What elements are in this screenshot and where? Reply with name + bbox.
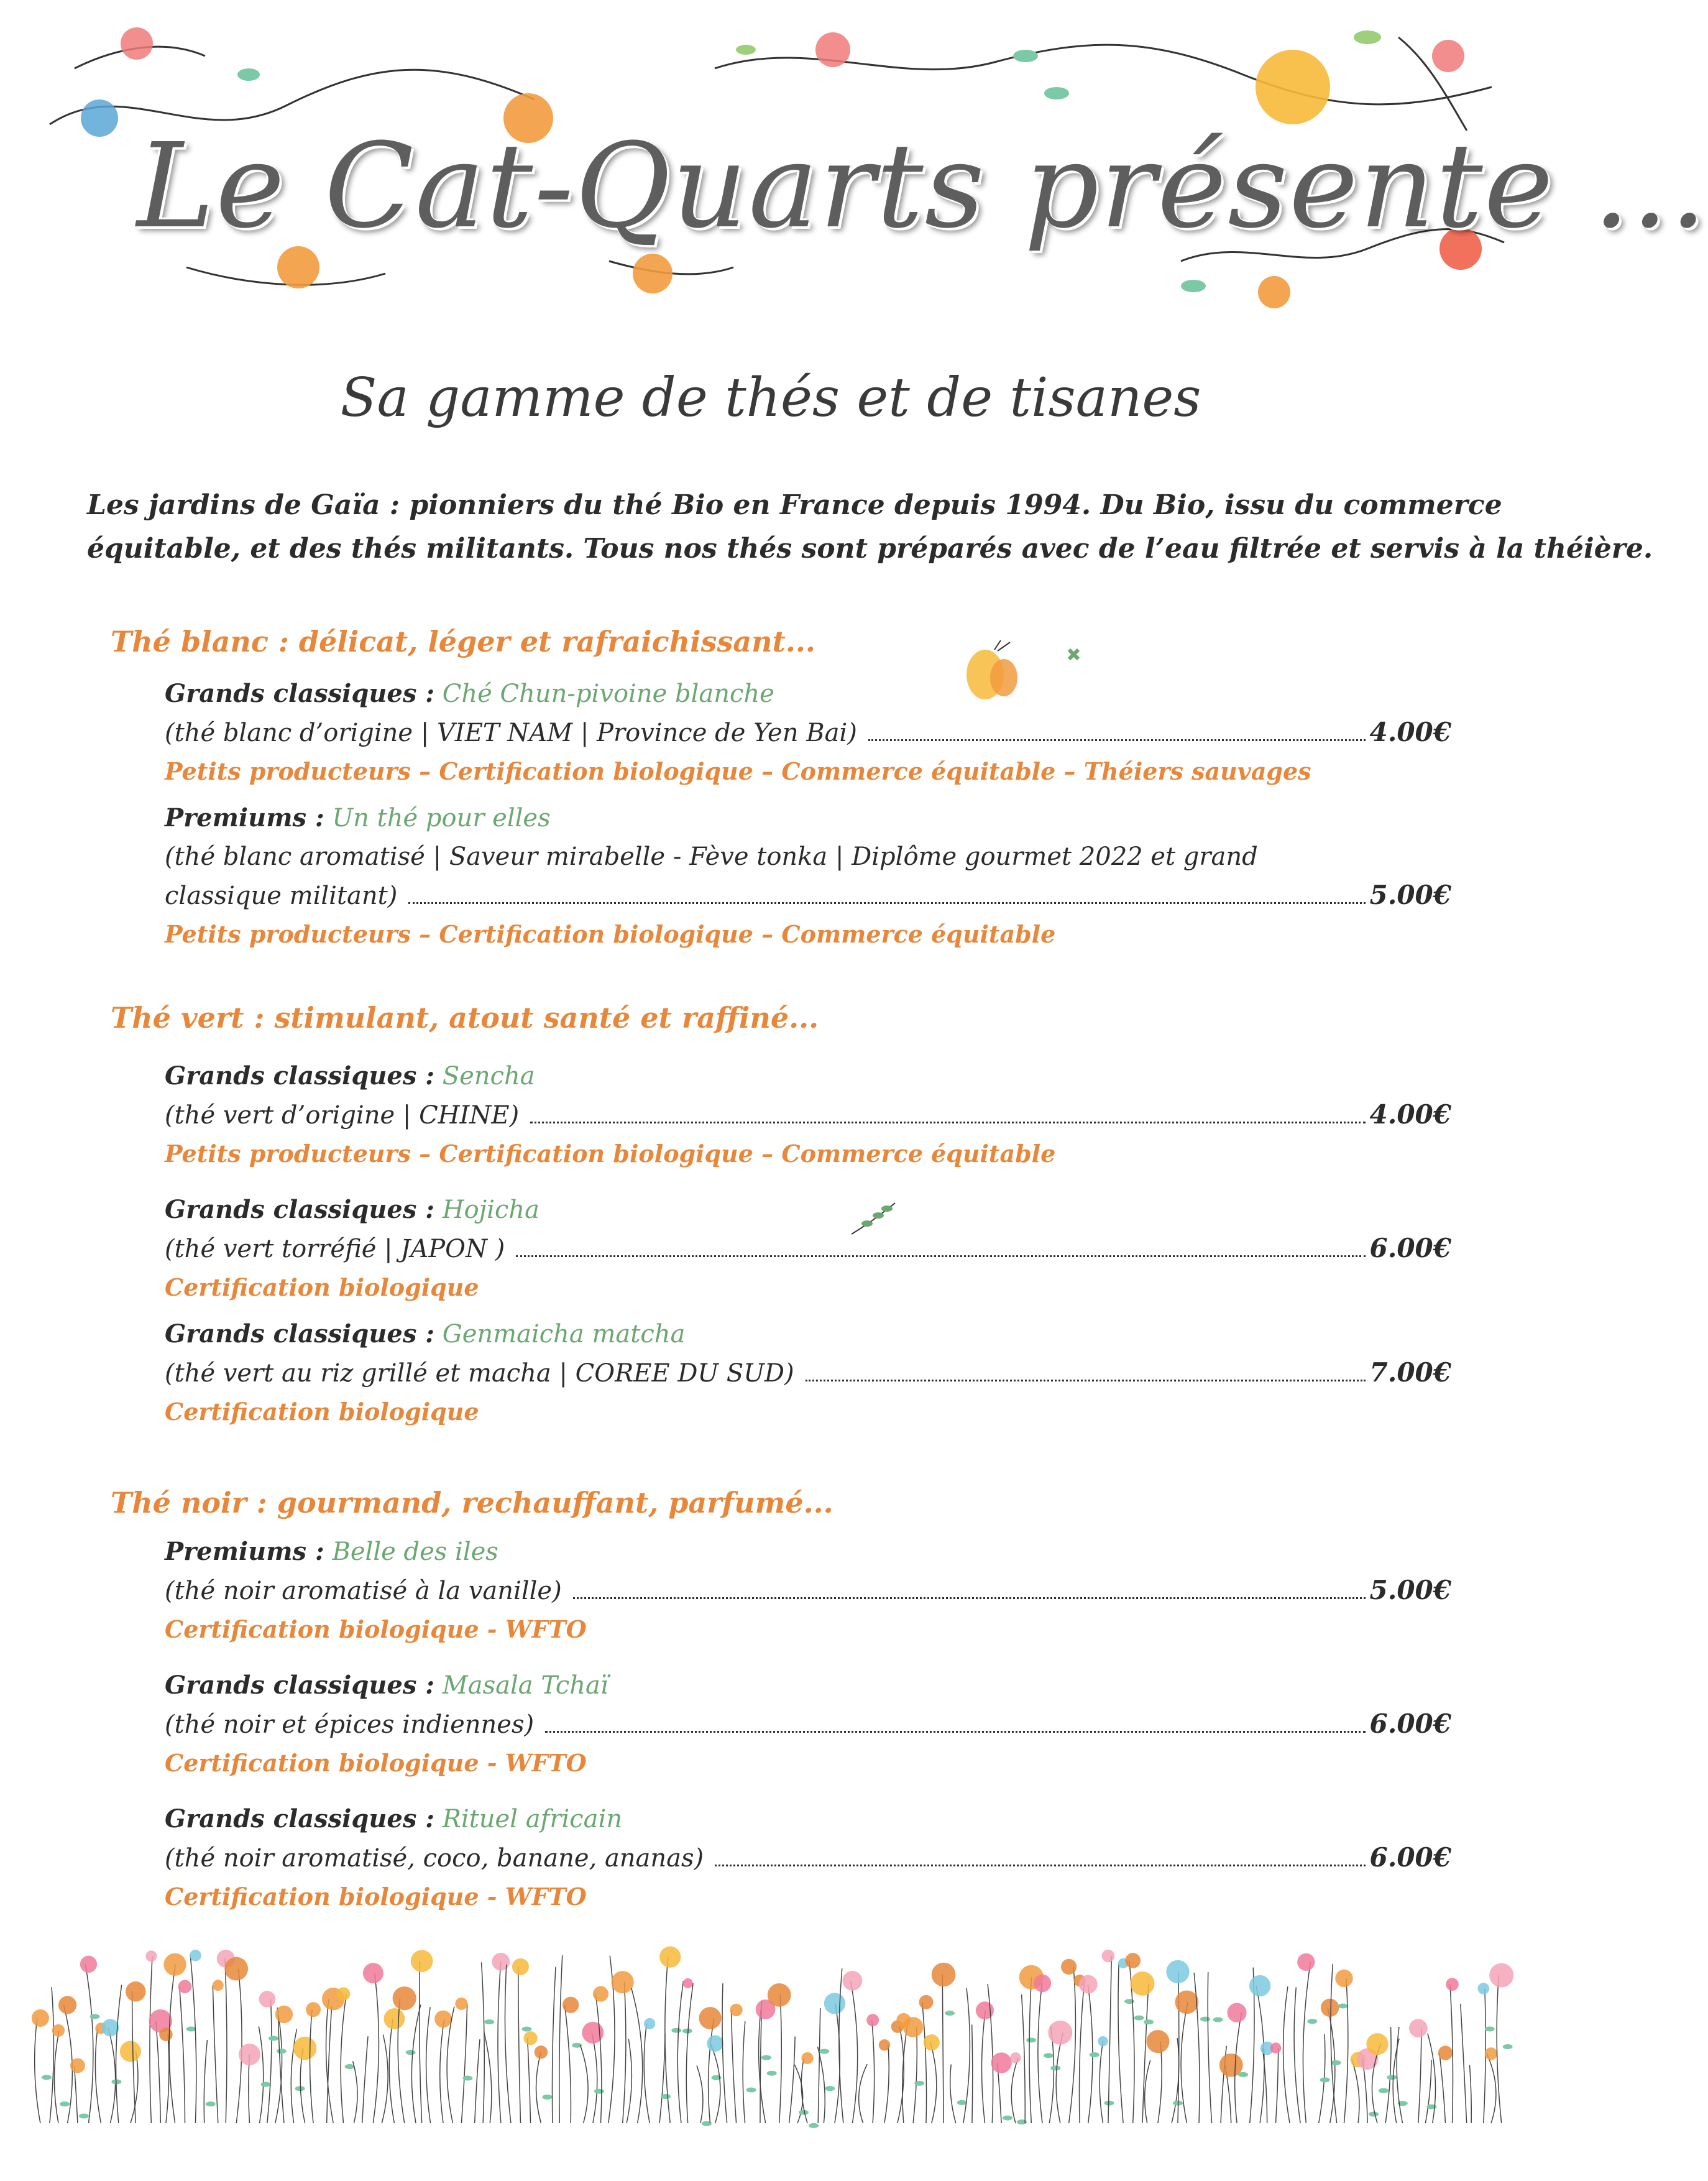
page-subtitle: Sa gamme de thés et de tisanes — [340, 367, 1201, 429]
tea-range: Premiums : — [165, 1537, 324, 1566]
tea-name: Sencha — [442, 1062, 535, 1090]
tea-price: 6.00€ — [1369, 1708, 1451, 1739]
section-title-the-blanc: Thé blanc : délicat, léger et rafraichissant... — [111, 625, 815, 658]
tea-range: Premiums : — [165, 803, 324, 832]
tea-description: (thé vert au riz grillé et macha | COREE DU SUD) — [165, 1359, 794, 1388]
section-title-the-noir: Thé noir : gourmand, rechauffant, parfumé... — [111, 1486, 833, 1519]
intro-paragraph — [87, 484, 1653, 571]
dotted-leader — [868, 739, 1366, 741]
intro-line: équitable, et des thés militants. Tous nos thés sont préparés avec de l’eau filtrée et servis à la théière. — [87, 533, 1653, 565]
tea-price: 7.00€ — [1369, 1357, 1451, 1388]
tea-price: 4.00€ — [1369, 717, 1451, 747]
tea-description: (thé noir aromatisé à la vanille) — [165, 1577, 562, 1605]
tea-name: Masala Tchaï — [442, 1671, 608, 1700]
tea-range: Grands classiques : — [165, 1671, 435, 1700]
tea-price: 4.00€ — [1369, 1099, 1451, 1130]
dotted-leader — [516, 1255, 1366, 1257]
menu-item — [165, 1315, 1451, 1431]
flower-meadow-icon — [0, 1930, 1541, 2123]
tea-certification: Certification biologique — [165, 1273, 479, 1301]
dotted-leader — [408, 902, 1366, 904]
tea-certification: Petits producteurs – Certification biologique – Commerce équitable — [165, 1140, 1056, 1168]
tea-description: (thé vert d’origine | CHINE) — [165, 1101, 520, 1130]
menu-item — [165, 1057, 1451, 1173]
tea-certification: Certification biologique - WFTO — [165, 1883, 587, 1911]
tea-name: Un thé pour elles — [332, 804, 551, 832]
tea-range: Grands classiques : — [165, 1319, 435, 1349]
dotted-leader — [545, 1731, 1366, 1733]
menu-item — [165, 799, 1451, 954]
tea-description: classique militant) — [165, 882, 398, 910]
tea-description-line: (thé blanc aromatisé | Saveur mirabelle - Fève tonka | Diplôme gourmet 2022 et grand — [165, 842, 1258, 871]
menu-item — [165, 1666, 1451, 1782]
dotted-leader — [530, 1122, 1366, 1123]
tea-range: Grands classiques : — [165, 1061, 435, 1090]
tea-certification: Certification biologique - WFTO — [165, 1615, 587, 1643]
tea-description: (thé noir et épices indiennes) — [165, 1710, 535, 1739]
tea-price: 6.00€ — [1369, 1842, 1451, 1873]
tea-certification: Petits producteurs – Certification biologique – Commerce équitable — [165, 920, 1056, 948]
section-title-the-vert: Thé vert : stimulant, atout santé et raffiné... — [111, 1001, 819, 1035]
tea-price: 5.00€ — [1369, 1575, 1451, 1605]
dotted-leader — [715, 1865, 1366, 1866]
tea-name: Belle des iles — [332, 1538, 498, 1566]
tea-description: (thé blanc d’origine | VIET NAM | Province de Yen Bai) — [165, 719, 857, 747]
menu-item — [165, 675, 1451, 791]
tea-description: (thé vert torréfié | JAPON ) — [165, 1235, 505, 1263]
tea-certification: Petits producteurs – Certification biologique – Commerce équitable – Théiers sauvages — [165, 757, 1311, 785]
intro-line: Les jardins de Gaïa : pionniers du thé Bio en France depuis 1994. Du Bio, issu du commerce — [87, 489, 1502, 521]
tea-name: Hojicha — [442, 1196, 539, 1224]
menu-item — [165, 1191, 1451, 1307]
tea-certification: Certification biologique - WFTO — [165, 1749, 587, 1777]
dotted-leader — [573, 1597, 1366, 1599]
dotted-leader — [806, 1380, 1366, 1381]
tea-name: Genmaicha matcha — [442, 1320, 686, 1349]
tea-name: Rituel africain — [442, 1805, 623, 1833]
tea-range: Grands classiques : — [165, 1195, 435, 1224]
tea-price: 6.00€ — [1369, 1233, 1451, 1263]
menu-item — [165, 1800, 1451, 1916]
tea-range: Grands classiques : — [165, 1804, 435, 1833]
tea-price: 5.00€ — [1369, 880, 1451, 910]
menu-item — [165, 1533, 1451, 1649]
tea-range: Grands classiques : — [165, 679, 435, 708]
tea-name: Ché Chun-pivoine blanche — [442, 680, 774, 708]
logo-title: Le Cat-Quarts présente ... — [137, 118, 1708, 254]
tea-description: (thé noir aromatisé, coco, banane, ananas) — [165, 1844, 704, 1873]
tea-certification: Certification biologique — [165, 1398, 479, 1426]
